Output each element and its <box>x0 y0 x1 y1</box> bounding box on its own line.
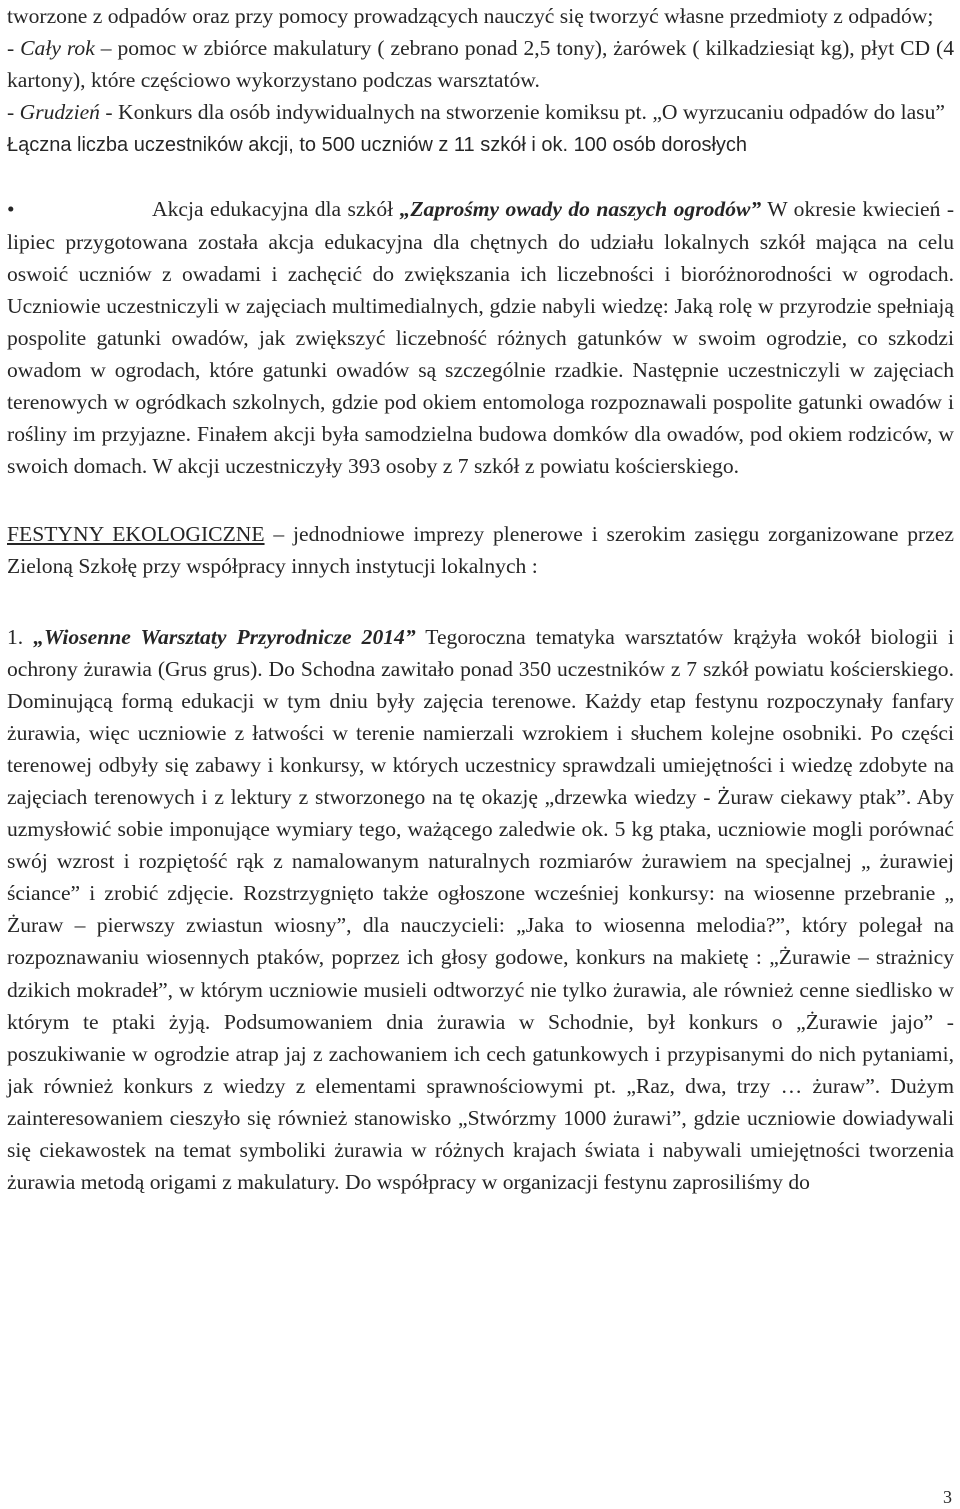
akcja-lead: Akcja edukacyjna dla szkół <box>152 197 400 222</box>
item1-paragraph <box>7 621 954 1199</box>
festyny-text: – jednodniowe imprezy plenerowe i szerokim zasięgu zorganizowane przez Zieloną Szkołę przy współpracy innych instytucji lokalnych : <box>7 522 955 579</box>
item1-number: 1. <box>7 624 34 649</box>
festyny-heading: FESTYNY EKOLOGICZNE <box>7 522 265 547</box>
caly-rok-text: – pomoc w zbiórce makulatury ( zebrano ponad 2,5 tony), żarówek ( kilkadziesiąt kg), płyt CD (4 kartony), które częściowo wykorzystano podczas warsztatów. <box>7 36 955 93</box>
item1-text: Tegoroczna tematyka warsztatów krążyła wokół biologii i ochrony żurawia (Grus grus). Do Schodna zawitało ponad 350 uczestników z 7 szkół powiatu kościerskiego. Dominującą formą edukacji w tym dniu były zajęcia terenowe. Każdy etap festynu rozpoczynały fanfary żurawia, więc uczniowie z łatwości w terenie namierzali wzrokiem i słuchem kolejne osobniki. Po części terenowej odbyły się zabawy i konkursy, w których uczestnicy sprawdzali umiejętności i wiedzę zdobyte na zajęciach terenowych i z lektury z stworzonego na tę okazję „drzewka wiedzy - Żuraw ciekawy ptak”. Aby uzmysłowić sobie imponujące wymiary tego, ważącego zaledwie ok. 5 kg ptaka, uczniowie mogli porównać swój wzrost i rozpiętość rąk z namalowanym naturalnych rozmiarów żurawiem na specjalnej „ żurawiej ściance” i zrobić zdjęcie. Rozstrzygnięto także ogłoszone wcześniej konkursy: na wiosenne przebranie „ Żuraw – pierwszy zwiastun wiosny”, dla nauczycieli: „Jaka to wiosenna melodia?”, który polegał na rozpoznawaniu wiosennych ptaków, poprzez ich głosy godowe, konkurs na makietę : „Żurawie – strażnicy dzikich mokradeł”, w którym uczniowie musieli odtworzyć nie tylko żurawia, ale również cenne siedlisko w którym te ptaki żyją. Podsumowaniem dnia żurawia w Schodnie, był konkurs o „Żurawie jajo” - poszukiwanie w ogrodzie atrap jaj z zachowaniem ich cech gatunkowych i przypisanymi do nich pytaniami, jak również konkurs z wiedzy z elementami sprawnościowymi pt. „Raz, dwa, trzy … żuraw”. Dużym zainteresowaniem cieszyło się również stanowisko „Stwórzmy 1000 żurawi”, gdzie uczniowie dowiadywali się ciekawostek na temat symboliki żurawia w różnych krajach świata i nabywali umiejętności tworzenia żurawia metodą origami z makulatury. Do współpracy w organizacji festynu zaprosiliśmy do <box>7 624 955 1195</box>
participants-total: Łączna liczba uczestników akcji, to 500 uczniów z 11 szkół i ok. 100 osób dorosłych <box>7 134 748 157</box>
akcja-title: „Zaprośmy owady do naszych ogrodów” <box>399 197 762 222</box>
caly-rok-label: Cały rok <box>20 36 95 61</box>
bullet-icon: • <box>7 197 15 222</box>
grudzien-label: Grudzień <box>19 100 100 125</box>
grudzien-text: - Konkurs dla osób indywidualnych na stworzenie komiksu pt. „O wyrzucaniu odpadów do lasu” <box>99 100 945 125</box>
page-number: 3 <box>943 1487 952 1507</box>
intro-line: tworzone z odpadów oraz przy pomocy prowadzących nauczyć się tworzyć własne przedmioty z odpadów; - Cały rok – pomoc w zbiórce makulatury ( zebrano ponad 2,5 tony), żarówek ( kilkadziesiąt kg), płyt CD (4 kartony), które częściowo wykorzystano podczas warsztatów. - Grudzień - Konkurs dla osób indywidualnych na stworzenie komiksu pt. „O wyrzucaniu odpadów do lasu” <box>7 4 955 125</box>
item1-title: „Wiosenne Warsztaty Przyrodnicze 2014” <box>33 624 416 649</box>
document-page <box>7 0 954 1198</box>
akcja-text: W okresie kwiecień - lipiec przygotowana została akcja edukacyjna dla chętnych do udziału lokalnych szkół mająca na celu oswoić uczniów z owadami i zachęcić do zwiększania ich liczebności i bioróżnorodności w ogrodach. Uczniowie uczestniczyli w zajęciach multimedialnych, gdzie nabyli wiedzę: Jaką rolę w przyrodzie spełniają pospolite gatunki owadów, jak zwiększyć liczebność różnych gatunków w swoim ogrodzie, co szkodzi owadom w ogrodach, które gatunki owadów są szczególnie rzadkie. Następnie uczestniczyli w zajęciach terenowych w ogródkach szkolnych, gdzie pod okiem entomologa rozpoznawali pospolite gatunki owadów i rośliny im przyjazne. Finałem akcji była samodzielna budowa domków dla owadów, pod okiem rodziców, w swoich domach. W akcji uczestniczyły 393 osoby z 7 szkół z powiatu kościerskiego. <box>7 197 955 479</box>
intro-line1: tworzone z odpadów oraz przy pomocy prowadzących nauczyć się tworzyć własne przedmioty z odpadów; <box>7 4 934 28</box>
festyny-paragraph <box>7 518 954 582</box>
akcja-paragraph <box>7 193 954 482</box>
